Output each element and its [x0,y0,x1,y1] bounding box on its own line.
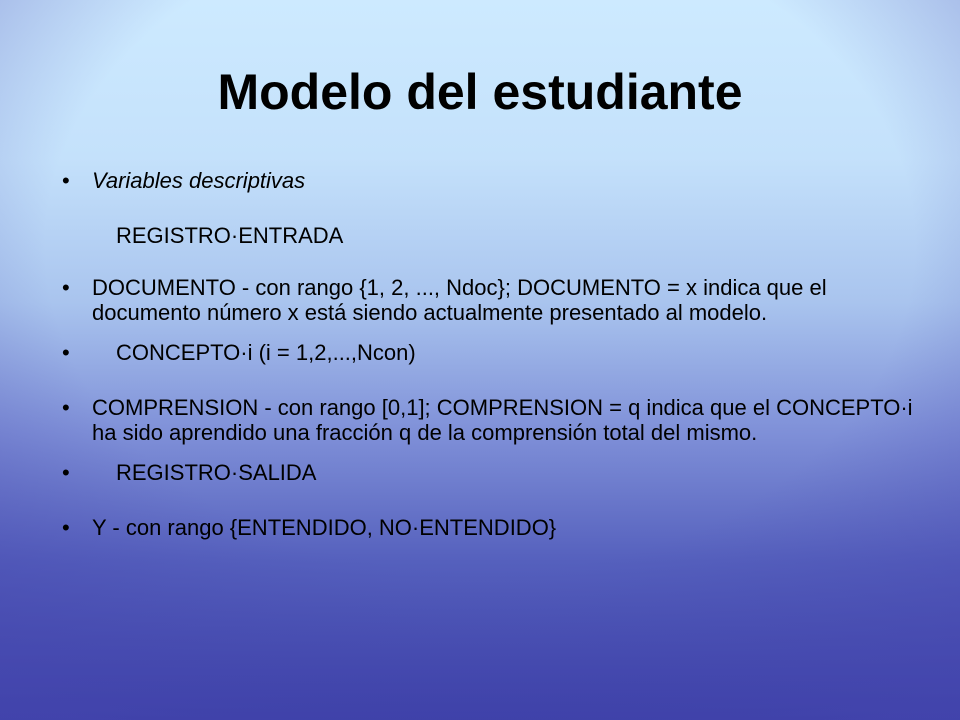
bullet-text: CONCEPTO·i (i = 1,2,...,Ncon) [116,340,416,365]
bullet-icon: • [62,395,70,420]
bullet-item-concepto [62,340,922,365]
bullet-icon: • [62,460,70,485]
bullet-icon: • [62,340,70,365]
bullet-item-y [62,515,922,540]
bullet-item-comprension [62,395,922,445]
slide-content [62,168,922,540]
bullet-item-variables [62,168,922,193]
bullet-icon: • [62,168,70,193]
bullet-text: DOCUMENTO - con rango {1, 2, ..., Ndoc}; DOCUMENTO = x indica que el documento número x está siendo actualmente presentado al modelo. [92,275,827,325]
sub-item-registro-entrada: REGISTRO·ENTRADA [116,223,344,248]
bullet-text: Variables descriptivas [92,168,306,193]
slide-title: Modelo del estudiante [217,64,743,120]
bullet-icon: • [62,275,70,300]
bullet-text: Y - con rango {ENTENDIDO, NO·ENTENDIDO} [92,515,557,540]
bullet-text: REGISTRO·SALIDA [116,460,317,485]
bullet-text: COMPRENSION - con rango [0,1]; COMPRENSION = q indica que el CONCEPTO·i ha sido aprendido una fracción q de la comprensión total del mismo. [92,395,913,445]
bullet-item-documento [62,275,922,325]
bullet-item-registro-salida [62,460,922,485]
bullet-icon: • [62,515,70,540]
